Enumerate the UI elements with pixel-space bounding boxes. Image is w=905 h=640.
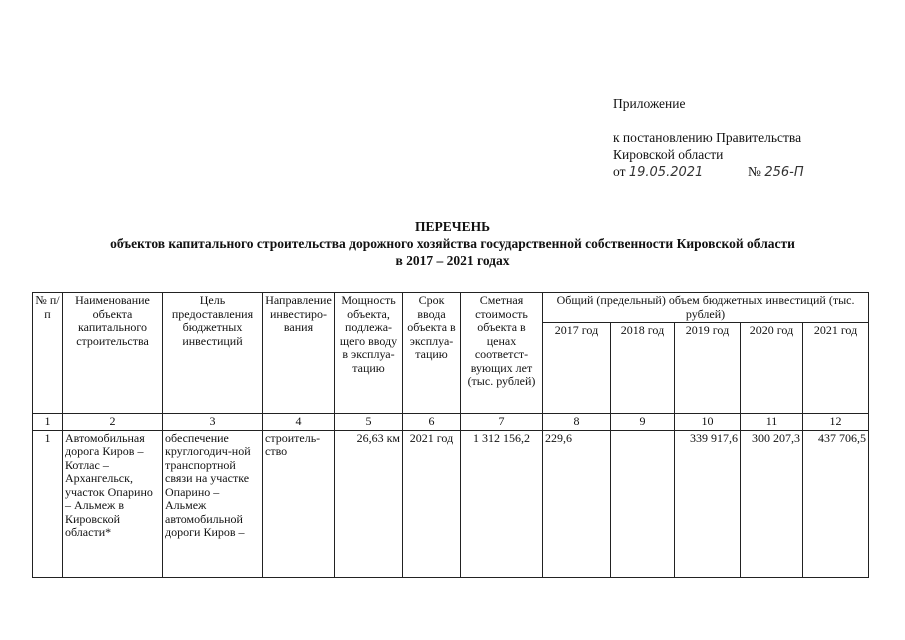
title-subject: объектов капитального строительства дорожного хозяйства государственной собственности Кировской области: [110, 236, 795, 251]
column-number: 6: [403, 414, 461, 431]
appendix-block: [613, 95, 804, 181]
row-direction: строитель-ство: [263, 430, 335, 577]
header-row: [33, 293, 869, 323]
header-year-2020: 2020 год: [741, 323, 803, 414]
investment-table: [32, 292, 869, 578]
header-deadline: Срок ввода объекта в эксплуа-тацию: [403, 293, 461, 414]
column-numbers-row: [33, 414, 869, 431]
row-2017: 229,6: [543, 430, 611, 577]
row-object-name: Автомобильная дорога Киров – Котлас – Архангельск, участок Опарино – Альмеж в Кировской области*: [63, 430, 163, 577]
row-2019: 339 917,6: [675, 430, 741, 577]
row-2020: 300 207,3: [741, 430, 803, 577]
column-number: 3: [163, 414, 263, 431]
appendix-resolution: к постановлению Правительства: [613, 130, 802, 145]
header-object-name: Наименование объекта капитального строительства: [63, 293, 163, 414]
number-prefix: №: [748, 164, 761, 179]
date-prefix: от: [613, 164, 626, 179]
appendix-date-line: [613, 163, 804, 181]
column-number: 11: [741, 414, 803, 431]
column-number: 7: [461, 414, 543, 431]
column-number: 10: [675, 414, 741, 431]
header-num: № п/п: [33, 293, 63, 414]
header-year-2018: 2018 год: [611, 323, 675, 414]
header-year-2017: 2017 год: [543, 323, 611, 414]
column-number: 1: [33, 414, 63, 431]
appendix-region: Кировской области: [613, 147, 724, 162]
header-year-2021: 2021 год: [803, 323, 869, 414]
header-cost: Сметная стоимость объекта в ценах соответст-вующих лет (тыс. рублей): [461, 293, 543, 414]
row-deadline: 2021 год: [403, 430, 461, 577]
table-row: [33, 430, 869, 577]
title-period: в 2017 – 2021 годах: [395, 253, 510, 268]
header-budget-group: Общий (предельный) объем бюджетных инвестиций (тыс. рублей): [543, 293, 869, 323]
header-capacity: Мощность объекта, подлежа-щего вводу в эксплуа-тацию: [335, 293, 403, 414]
header-purpose: Цель предоставления бюджетных инвестиций: [163, 293, 263, 414]
column-number: 12: [803, 414, 869, 431]
header-direction: Направление инвестиро-вания: [263, 293, 335, 414]
document-title: [0, 218, 905, 269]
column-number: 2: [63, 414, 163, 431]
column-number: 9: [611, 414, 675, 431]
header-year-2019: 2019 год: [675, 323, 741, 414]
column-number: 4: [263, 414, 335, 431]
row-2018: [611, 430, 675, 577]
row-capacity: 26,63 км: [335, 430, 403, 577]
handwritten-number: 256-П: [764, 165, 804, 180]
title-heading: ПЕРЕЧЕНЬ: [414, 219, 491, 234]
row-num: 1: [33, 430, 63, 577]
column-number: 5: [335, 414, 403, 431]
row-2021: 437 706,5: [803, 430, 869, 577]
appendix-label: Приложение: [613, 96, 686, 111]
row-purpose: обеспечение круглогодич-ной транспортной связи на участке Опарино – Альмеж автомобильной дороги Киров –: [163, 430, 263, 577]
column-number: 8: [543, 414, 611, 431]
row-cost: 1 312 156,2: [461, 430, 543, 577]
handwritten-date: 19.05.2021: [628, 165, 704, 180]
